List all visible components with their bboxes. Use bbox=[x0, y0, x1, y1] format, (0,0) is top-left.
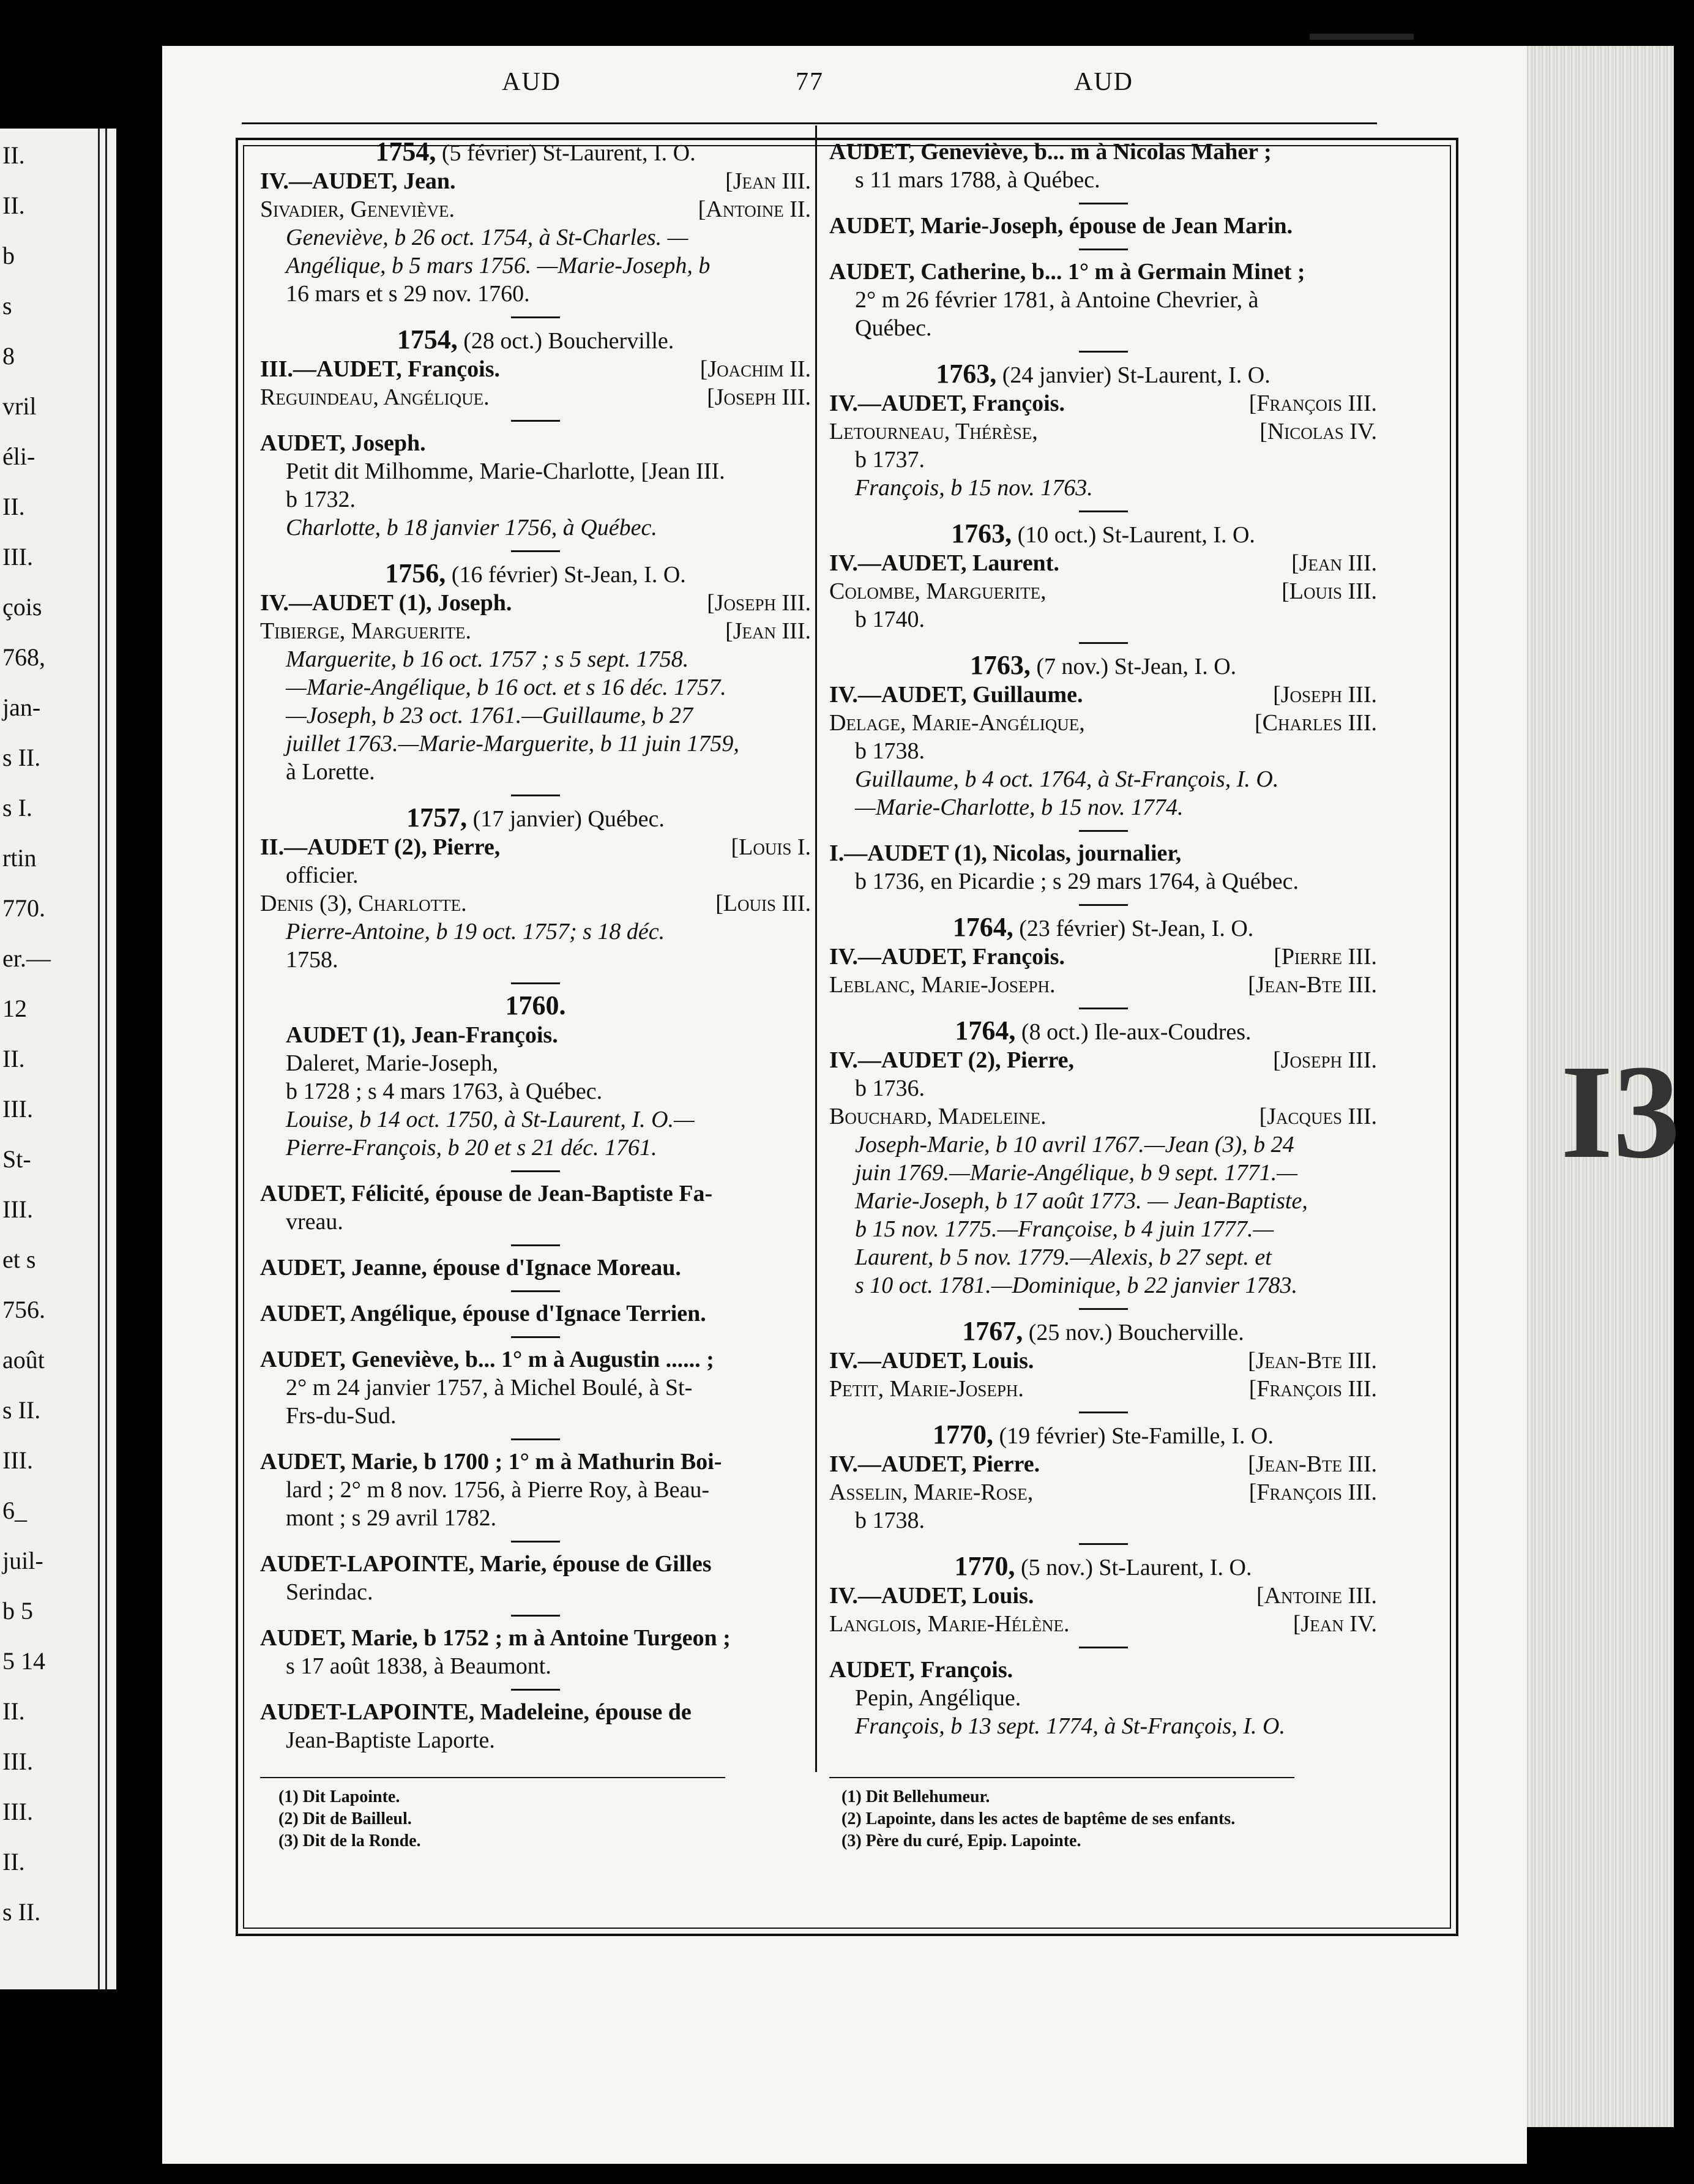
entry-year: 1763, bbox=[951, 518, 1012, 548]
entry-year: 1754, bbox=[375, 136, 436, 166]
adjacent-page-text: II. bbox=[2, 493, 25, 520]
adjacent-page-text: II. bbox=[2, 1848, 25, 1875]
entry-line: Pierre-Antoine, b 19 oct. 1757; s 18 déc. bbox=[286, 919, 665, 944]
entry-line: b 1740. bbox=[855, 607, 925, 632]
entry-spouse-row bbox=[829, 1610, 1377, 1638]
entry-heading bbox=[260, 804, 811, 833]
entry-spouse-row bbox=[829, 1582, 1377, 1610]
entry-place: (7 nov.) St-Jean, I. O. bbox=[1036, 654, 1237, 679]
genealogy-entry bbox=[829, 212, 1377, 240]
entry-separator bbox=[1079, 249, 1128, 250]
entry-line: juillet 1763.—Marie-Marguerite, b 11 juin 1759, bbox=[286, 731, 739, 757]
adjacent-page-text: III. bbox=[2, 1195, 33, 1223]
entry-place: (24 janvier) St-Laurent, I. O. bbox=[1002, 362, 1270, 388]
entry-separator bbox=[511, 1689, 560, 1691]
entry-separator bbox=[1079, 1308, 1128, 1310]
entry-spouse-row bbox=[829, 549, 1377, 577]
entry-separator bbox=[1079, 510, 1128, 512]
footnote: (1) Dit Bellehumeur. bbox=[841, 1787, 990, 1806]
entry-line: b 1732. bbox=[286, 487, 356, 512]
adjacent-page-text: St- bbox=[2, 1145, 31, 1173]
entry-line: AUDET (1), Jean-François. bbox=[286, 1022, 558, 1048]
entry-separator bbox=[511, 1244, 560, 1246]
entry-parent: [Joseph III. bbox=[1273, 1047, 1377, 1073]
entry-separator bbox=[1079, 203, 1128, 204]
entry-line: Frs-du-Sud. bbox=[286, 1403, 397, 1429]
adjacent-page-text: 6_ bbox=[2, 1497, 27, 1524]
adjacent-page-text: 768, bbox=[2, 643, 45, 671]
entry-year: 1770, bbox=[954, 1551, 1015, 1581]
entry-line: Joseph-Marie, b 10 avril 1767.—Jean (3), b 24 bbox=[855, 1132, 1294, 1157]
entry-parent: [Louis III. bbox=[715, 891, 811, 916]
entry-parent: [François III. bbox=[1248, 1376, 1377, 1402]
entry-line: François, b 15 nov. 1763. bbox=[855, 475, 1093, 501]
entry-spouse-row bbox=[829, 389, 1377, 417]
adjacent-page-text: III. bbox=[2, 1798, 33, 1825]
footnote-rule bbox=[260, 1777, 725, 1778]
entry-place: (23 février) St-Jean, I. O. bbox=[1019, 916, 1254, 941]
genealogy-entry bbox=[260, 429, 811, 542]
column-divider bbox=[815, 125, 817, 1772]
adjacent-page-text: s II. bbox=[2, 1396, 41, 1424]
adjacent-page-text: août bbox=[2, 1346, 45, 1374]
running-head-right: AUD bbox=[1074, 68, 1133, 96]
right-column bbox=[829, 138, 1377, 1749]
entry-heading bbox=[260, 992, 811, 1021]
adjacent-page-text: III. bbox=[2, 1446, 33, 1474]
pen-mark bbox=[1310, 34, 1414, 40]
entry-line: lard ; 2° m 8 nov. 1756, à Pierre Roy, à Beau- bbox=[286, 1477, 709, 1503]
adjacent-page-fragment bbox=[0, 129, 116, 1989]
entry-line: Pierre-François, b 20 et s 21 déc. 1761. bbox=[286, 1135, 657, 1161]
entry-spouse: IV.—AUDET, Laurent. bbox=[829, 550, 1059, 576]
entry-line: AUDET, Geneviève, b... 1° m à Augustin ...... ; bbox=[260, 1347, 714, 1372]
adjacent-page-text: 770. bbox=[2, 894, 45, 922]
entry-line: Geneviève, b 26 oct. 1754, à St-Charles. — bbox=[286, 225, 688, 250]
entry-heading bbox=[829, 651, 1377, 681]
genealogy-entry bbox=[829, 1421, 1377, 1535]
entry-spouse-row bbox=[260, 195, 811, 223]
entry-place: (16 février) St-Jean, I. O. bbox=[451, 562, 686, 588]
adjacent-page-text: er.— bbox=[2, 944, 51, 972]
adjacent-page-text: s I. bbox=[2, 794, 32, 821]
entry-spouse: IV.—AUDET, Pierre. bbox=[829, 1451, 1040, 1477]
entry-parent: [Jean-Bte III. bbox=[1248, 972, 1377, 998]
entry-line: b 15 nov. 1775.—Françoise, b 4 juin 1777.— bbox=[855, 1216, 1274, 1242]
entry-year: 1763, bbox=[969, 650, 1031, 680]
entry-parent: [Louis I. bbox=[731, 834, 811, 860]
entry-separator bbox=[1079, 1008, 1128, 1009]
entry-year: 1767, bbox=[962, 1316, 1023, 1346]
adjacent-page-text: II. bbox=[2, 1697, 25, 1725]
entry-separator bbox=[511, 550, 560, 552]
entry-line: s 11 mars 1788, à Québec. bbox=[855, 167, 1100, 193]
entry-line: —Marie-Angélique, b 16 oct. et s 16 déc. 1757. bbox=[286, 675, 726, 700]
entry-spouse: III.—AUDET, François. bbox=[260, 356, 500, 382]
entry-spouse-row bbox=[260, 355, 811, 383]
left-column bbox=[260, 138, 811, 1763]
entry-spouse-row bbox=[829, 1375, 1377, 1403]
genealogy-entry bbox=[260, 804, 811, 974]
genealogy-entry bbox=[829, 360, 1377, 502]
adjacent-page-text: juil- bbox=[2, 1547, 43, 1574]
entry-line: b 1728 ; s 4 mars 1763, à Québec. bbox=[286, 1079, 603, 1104]
entry-line: AUDET, Jeanne, épouse d'Ignace Moreau. bbox=[260, 1255, 681, 1281]
entry-line: à Lorette. bbox=[286, 759, 375, 785]
entry-separator bbox=[1079, 351, 1128, 353]
entry-place: (28 oct.) Boucherville. bbox=[463, 328, 674, 354]
footnote: (2) Dit de Bailleul. bbox=[278, 1809, 412, 1828]
entry-year: 1770, bbox=[933, 1419, 994, 1449]
entry-parent: [Joachim II. bbox=[700, 356, 811, 382]
entry-separator bbox=[1079, 1543, 1128, 1545]
entry-line: AUDET, Angélique, épouse d'Ignace Terrien. bbox=[260, 1301, 706, 1326]
entry-heading bbox=[829, 1017, 1377, 1046]
entry-year: 1760. bbox=[505, 990, 566, 1020]
genealogy-entry bbox=[829, 651, 1377, 821]
entry-spouse: IV.—AUDET, Louis. bbox=[829, 1348, 1034, 1374]
entry-line: AUDET, Marie, b 1700 ; 1° m à Mathurin Boi- bbox=[260, 1449, 722, 1475]
genealogy-entry bbox=[260, 1624, 811, 1680]
genealogy-entry bbox=[260, 138, 811, 308]
entry-parent: [Jean-Bte III. bbox=[1248, 1451, 1377, 1477]
entry-parent: [Joseph III. bbox=[1273, 682, 1377, 708]
entry-heading bbox=[260, 559, 811, 589]
entry-spouse: Colombe, Marguerite, bbox=[829, 578, 1047, 604]
entry-heading bbox=[829, 360, 1377, 389]
adjacent-page-text: rtin bbox=[2, 844, 37, 872]
entry-line: Laurent, b 5 nov. 1779.—Alexis, b 27 sept. et bbox=[855, 1244, 1272, 1270]
footnote: (3) Père du curé, Epip. Lapointe. bbox=[841, 1831, 1081, 1850]
entry-line: officier. bbox=[286, 862, 359, 888]
page-number: 77 bbox=[796, 68, 824, 96]
genealogy-entry bbox=[260, 1345, 811, 1430]
entry-spouse: Langlois, Marie-Hélène. bbox=[829, 1611, 1070, 1637]
adjacent-page-text: b 5 bbox=[2, 1597, 33, 1625]
entry-spouse: Tibierge, Marguerite. bbox=[260, 618, 471, 644]
entry-line: AUDET, Catherine, b... 1° m à Germain Minet ; bbox=[829, 259, 1305, 285]
entry-heading bbox=[829, 1421, 1377, 1450]
entry-line: Jean-Baptiste Laporte. bbox=[286, 1727, 495, 1753]
entry-parent: [Antoine III. bbox=[1256, 1583, 1377, 1609]
entry-line: 2° m 26 février 1781, à Antoine Chevrier, à bbox=[855, 287, 1259, 313]
entry-heading bbox=[260, 326, 811, 355]
running-head-left: AUD bbox=[502, 68, 561, 96]
entry-line: Marie-Joseph, b 17 août 1773. — Jean-Baptiste, bbox=[855, 1188, 1308, 1214]
entry-heading bbox=[829, 1317, 1377, 1347]
entry-parent: [Jean III. bbox=[725, 168, 811, 194]
entry-heading bbox=[260, 138, 811, 167]
genealogy-entry bbox=[260, 992, 811, 1162]
entry-line: b 1737. bbox=[855, 447, 925, 473]
entry-separator bbox=[1079, 830, 1128, 832]
entry-line: b 1738. bbox=[855, 738, 925, 764]
footnote-rule bbox=[829, 1777, 1294, 1778]
entry-spouse: IV.—AUDET, Louis. bbox=[829, 1583, 1034, 1609]
adjacent-page-text: 756. bbox=[2, 1296, 45, 1323]
entry-spouse-row bbox=[829, 681, 1377, 709]
entry-spouse-row bbox=[260, 589, 811, 617]
entry-line: juin 1769.—Marie-Angélique, b 9 sept. 1771.— bbox=[855, 1160, 1297, 1186]
entry-parent: [Joseph III. bbox=[707, 590, 811, 616]
entry-line: b 1736, en Picardie ; s 29 mars 1764, à Québec. bbox=[855, 869, 1299, 894]
entry-line: Pepin, Angélique. bbox=[855, 1685, 1021, 1711]
genealogy-entry bbox=[260, 1698, 811, 1754]
adjacent-page-text: b bbox=[2, 242, 15, 269]
genealogy-entry bbox=[260, 559, 811, 786]
entry-spouse-row bbox=[829, 417, 1377, 446]
entry-separator bbox=[511, 795, 560, 796]
entry-separator bbox=[511, 1170, 560, 1172]
adjacent-page-text: II. bbox=[2, 192, 25, 219]
entry-line: AUDET, Félicité, épouse de Jean-Baptiste Fa- bbox=[260, 1181, 713, 1206]
entry-parent: [Jean-Bte III. bbox=[1248, 1348, 1377, 1374]
entry-separator bbox=[511, 982, 560, 984]
entry-line: —Joseph, b 23 oct. 1761.—Guillaume, b 27 bbox=[286, 703, 693, 728]
entry-line: 2° m 24 janvier 1757, à Michel Boulé, à St- bbox=[286, 1375, 693, 1401]
entry-year: 1754, bbox=[397, 324, 458, 354]
entry-line: AUDET, Geneviève, b... m à Nicolas Maher ; bbox=[829, 139, 1272, 165]
entry-line: Guillaume, b 4 oct. 1764, à St-François, I. O. bbox=[855, 766, 1279, 792]
genealogy-entry bbox=[829, 839, 1377, 896]
adjacent-page-text: III. bbox=[2, 1748, 33, 1775]
adjacent-page-text: et s bbox=[2, 1246, 36, 1273]
entry-line: AUDET, Marie, b 1752 ; m à Antoine Turgeon ; bbox=[260, 1625, 731, 1651]
genealogy-entry bbox=[260, 326, 811, 411]
entry-line: s 17 août 1838, à Beaumont. bbox=[286, 1653, 551, 1679]
entry-spouse-row bbox=[829, 1102, 1377, 1131]
entry-spouse-row bbox=[829, 1478, 1377, 1506]
entry-line: I.—AUDET (1), Nicolas, journalier, bbox=[829, 840, 1182, 866]
entry-separator bbox=[1079, 904, 1128, 906]
adjacent-page-text: II. bbox=[2, 1045, 25, 1072]
entry-parent: [François III. bbox=[1248, 1479, 1377, 1505]
adjacent-page-text: s bbox=[2, 292, 12, 320]
adjacent-page-text: jan- bbox=[2, 694, 41, 721]
entry-parent: [Nicolas IV. bbox=[1259, 419, 1377, 444]
entry-line: Petit dit Milhomme, Marie-Charlotte, [Jean III. bbox=[286, 458, 725, 484]
genealogy-entry bbox=[260, 1448, 811, 1532]
entry-separator bbox=[511, 420, 560, 422]
entry-place: (17 janvier) Québec. bbox=[472, 806, 665, 832]
entry-year: 1756, bbox=[385, 558, 446, 588]
genealogy-entry bbox=[260, 1254, 811, 1282]
entry-spouse: Reguindeau, Angélique. bbox=[260, 384, 490, 410]
adjacent-page-text: s II. bbox=[2, 1898, 41, 1926]
genealogy-entry bbox=[260, 1550, 811, 1606]
entry-spouse: IV.—AUDET (1), Joseph. bbox=[260, 590, 512, 616]
entry-year: 1757, bbox=[406, 802, 468, 832]
left-footnotes bbox=[278, 1786, 421, 1852]
entry-spouse: Leblanc, Marie-Joseph. bbox=[829, 972, 1056, 998]
genealogy-entry bbox=[829, 520, 1377, 634]
entry-line: Charlotte, b 18 janvier 1756, à Québec. bbox=[286, 515, 657, 540]
entry-parent: [Jean III. bbox=[725, 618, 811, 644]
entry-line: vreau. bbox=[286, 1209, 343, 1235]
entry-separator bbox=[511, 1615, 560, 1617]
genealogy-entry bbox=[260, 1180, 811, 1236]
edge-mark: I3 bbox=[1561, 1037, 1681, 1186]
entry-separator bbox=[1079, 1647, 1128, 1648]
entry-separator bbox=[511, 316, 560, 318]
entry-line: 16 mars et s 29 nov. 1760. bbox=[286, 281, 530, 307]
entry-spouse-row bbox=[260, 383, 811, 411]
entry-spouse: IV.—AUDET, Jean. bbox=[260, 168, 456, 194]
footnote: (2) Lapointe, dans les actes de baptême de ses enfants. bbox=[841, 1809, 1236, 1828]
adjacent-page-text: éli- bbox=[2, 443, 35, 470]
genealogy-entry bbox=[829, 138, 1377, 194]
entry-line: —Marie-Charlotte, b 15 nov. 1774. bbox=[855, 795, 1184, 820]
adjacent-page-text: s II. bbox=[2, 744, 41, 771]
entry-line: AUDET-LAPOINTE, Marie, épouse de Gilles bbox=[260, 1551, 712, 1577]
entry-separator bbox=[511, 1290, 560, 1292]
entry-year: 1764, bbox=[952, 912, 1013, 942]
entry-spouse: Denis (3), Charlotte. bbox=[260, 891, 467, 916]
entry-separator bbox=[511, 1336, 560, 1338]
entry-heading bbox=[829, 913, 1377, 943]
entry-spouse-row bbox=[829, 1046, 1377, 1074]
entry-line: mont ; s 29 avril 1782. bbox=[286, 1505, 497, 1531]
entry-line: AUDET-LAPOINTE, Madeleine, épouse de bbox=[260, 1699, 692, 1725]
genealogy-entry bbox=[260, 1300, 811, 1328]
entry-spouse-row bbox=[260, 167, 811, 195]
entry-spouse-row bbox=[829, 1450, 1377, 1478]
entry-place: (25 nov.) Boucherville. bbox=[1028, 1320, 1244, 1345]
entry-separator bbox=[1079, 1412, 1128, 1413]
entry-spouse: Sivadier, Geneviève. bbox=[260, 196, 455, 222]
entry-line: b 1736. bbox=[855, 1075, 925, 1101]
entry-line: Québec. bbox=[855, 315, 932, 341]
entry-heading bbox=[829, 1552, 1377, 1582]
entry-spouse: IV.—AUDET, François. bbox=[829, 944, 1065, 970]
adjacent-page-text: 5 14 bbox=[2, 1647, 45, 1675]
entry-spouse: Petit, Marie-Joseph. bbox=[829, 1376, 1024, 1402]
footnote: (1) Dit Lapointe. bbox=[278, 1787, 400, 1806]
entry-spouse-row bbox=[260, 889, 811, 918]
entry-place: (10 oct.) St-Laurent, I. O. bbox=[1017, 522, 1255, 548]
entry-spouse-row bbox=[829, 971, 1377, 999]
entry-separator bbox=[511, 1541, 560, 1543]
entry-line: AUDET, Joseph. bbox=[260, 430, 426, 456]
entry-parent: [Antoine II. bbox=[698, 196, 811, 222]
adjacent-page-text: vril bbox=[2, 392, 37, 420]
entry-line: François, b 13 sept. 1774, à St-François, I. O. bbox=[855, 1713, 1285, 1739]
entry-line: 1758. bbox=[286, 947, 338, 973]
entry-spouse-row bbox=[260, 617, 811, 645]
entry-place: (8 oct.) Ile-aux-Coudres. bbox=[1021, 1019, 1252, 1045]
footnote: (3) Dit de la Ronde. bbox=[278, 1831, 421, 1850]
entry-separator bbox=[511, 1438, 560, 1440]
entry-spouse-row bbox=[829, 709, 1377, 737]
genealogy-entry bbox=[829, 913, 1377, 999]
adjacent-page-text: çois bbox=[2, 593, 42, 621]
entry-parent: [François III. bbox=[1248, 391, 1377, 416]
entry-line: Daleret, Marie-Joseph, bbox=[286, 1050, 499, 1076]
entry-parent: [Jacques III. bbox=[1259, 1104, 1377, 1129]
entry-parent: [Joseph III. bbox=[707, 384, 811, 410]
entry-line: s 10 oct. 1781.—Dominique, b 22 janvier 1783. bbox=[855, 1273, 1298, 1298]
entry-spouse-row bbox=[829, 1347, 1377, 1375]
entry-place: (5 nov.) St-Laurent, I. O. bbox=[1021, 1555, 1252, 1580]
entry-place: (5 février) St-Laurent, I. O. bbox=[441, 140, 696, 166]
genealogy-entry bbox=[829, 1552, 1377, 1638]
entry-spouse-row bbox=[829, 577, 1377, 605]
adjacent-page-text: III. bbox=[2, 1095, 33, 1123]
entry-line: AUDET, François. bbox=[829, 1657, 1013, 1683]
entry-parent: [Jean III. bbox=[1291, 550, 1377, 576]
genealogy-entry bbox=[829, 1017, 1377, 1300]
header-rule bbox=[242, 122, 1377, 124]
entry-line: Marguerite, b 16 oct. 1757 ; s 5 sept. 1758. bbox=[286, 646, 689, 672]
genealogy-entry bbox=[829, 1317, 1377, 1403]
entry-year: 1764, bbox=[955, 1015, 1016, 1045]
entry-line: Louise, b 14 oct. 1750, à St-Laurent, I. O.— bbox=[286, 1107, 695, 1132]
entry-parent: [Pierre III. bbox=[1274, 944, 1377, 970]
entry-line: Angélique, b 5 mars 1756. —Marie-Joseph, b bbox=[286, 253, 711, 279]
entry-spouse: Bouchard, Madeleine. bbox=[829, 1104, 1047, 1129]
adjacent-page-text: III. bbox=[2, 543, 33, 570]
entry-year: 1763, bbox=[936, 359, 997, 389]
entry-line: AUDET, Marie-Joseph, épouse de Jean Marin. bbox=[829, 213, 1293, 239]
entry-spouse: II.—AUDET (2), Pierre, bbox=[260, 834, 501, 860]
entry-spouse: IV.—AUDET, François. bbox=[829, 391, 1065, 416]
adjacent-page-text: 8 bbox=[2, 342, 15, 370]
entry-parent: [Charles III. bbox=[1255, 710, 1377, 736]
entry-heading bbox=[829, 520, 1377, 549]
entry-spouse: Asselin, Marie-Rose, bbox=[829, 1479, 1034, 1505]
entry-line: Serindac. bbox=[286, 1579, 373, 1605]
entry-parent: [Louis III. bbox=[1282, 578, 1377, 604]
entry-spouse: IV.—AUDET, Guillaume. bbox=[829, 682, 1083, 708]
genealogy-entry bbox=[829, 1656, 1377, 1740]
genealogy-entry bbox=[829, 258, 1377, 342]
entry-parent: [Jean IV. bbox=[1293, 1611, 1377, 1637]
adjacent-page-text: 12 bbox=[2, 995, 27, 1022]
adjacent-page-text: II. bbox=[2, 141, 25, 169]
entry-line: b 1738. bbox=[855, 1508, 925, 1533]
entry-spouse: Letourneau, Thérèse, bbox=[829, 419, 1038, 444]
entry-spouse: IV.—AUDET (2), Pierre, bbox=[829, 1047, 1075, 1073]
entry-separator bbox=[1079, 642, 1128, 644]
right-footnotes bbox=[841, 1786, 1235, 1852]
entry-place: (19 février) Ste-Famille, I. O. bbox=[999, 1423, 1274, 1449]
entry-spouse-row bbox=[829, 943, 1377, 971]
entry-spouse-row bbox=[260, 833, 811, 861]
entry-spouse: Delage, Marie-Angélique, bbox=[829, 710, 1085, 736]
